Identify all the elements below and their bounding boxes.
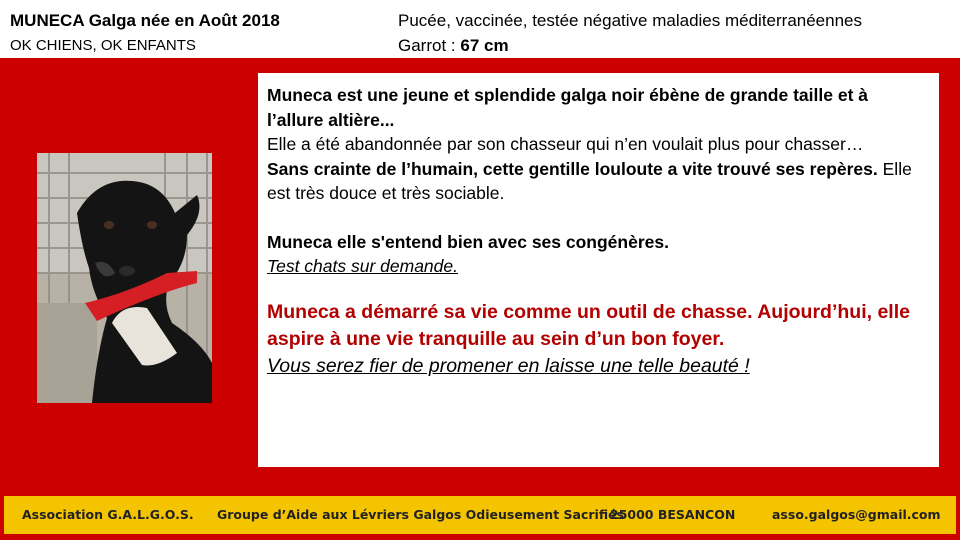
dog-photo: [37, 153, 212, 403]
character-rest: Elle est très douce et très sociable.: [267, 158, 912, 203]
character-bold: Sans crainte de l’humain, cette gentille louloute a vite trouvé ses repères.: [267, 158, 878, 179]
association-location: 25000 BESANCON: [610, 507, 736, 522]
intro-text: Muneca est une jeune et splendide galga noir ébène de grande taille et à l’allure altière...: [267, 85, 868, 130]
compatibility-note: OK CHIENS, OK ENFANTS: [10, 37, 196, 54]
height-label: Garrot :: [398, 36, 461, 55]
dog-title: MUNECA Galga née en Août 2018: [10, 11, 280, 30]
spacer: [267, 206, 929, 230]
abandoned-text: Elle a été abandonnée par son chasseur qui n’en voulait plus pour chasser…: [267, 134, 864, 154]
health-status: Pucée, vaccinée, testée négative maladies méditerranéennes: [398, 11, 863, 30]
story-highlight: Muneca a démarré sa vie comme un outil de chasse. Aujourd’hui, elle aspire à une vie tranquille au sein d’un bon foyer.: [267, 300, 910, 350]
character-text: [267, 157, 929, 206]
header-bar: [0, 0, 960, 58]
association-email: asso.galgos@gmail.com: [772, 507, 941, 522]
height-info: [398, 36, 509, 56]
association-name: Association G.A.L.G.O.S.: [22, 507, 194, 522]
association-footer: [4, 496, 956, 534]
dog-photo-illustration: [37, 153, 212, 403]
description-card: [258, 73, 939, 467]
height-value: 67 cm: [460, 36, 509, 55]
dogs-compatibility: Muneca elle s'entend bien avec ses congénères.: [267, 231, 669, 252]
association-full-name: Groupe d’Aide aux Lévriers Galgos Odieusement Sacrifiés: [217, 507, 625, 522]
cats-test-note: Test chats sur demande.: [267, 256, 458, 276]
spacer: [267, 279, 929, 299]
closing-line: Vous serez fier de promener en laisse une telle beauté !: [267, 354, 750, 377]
